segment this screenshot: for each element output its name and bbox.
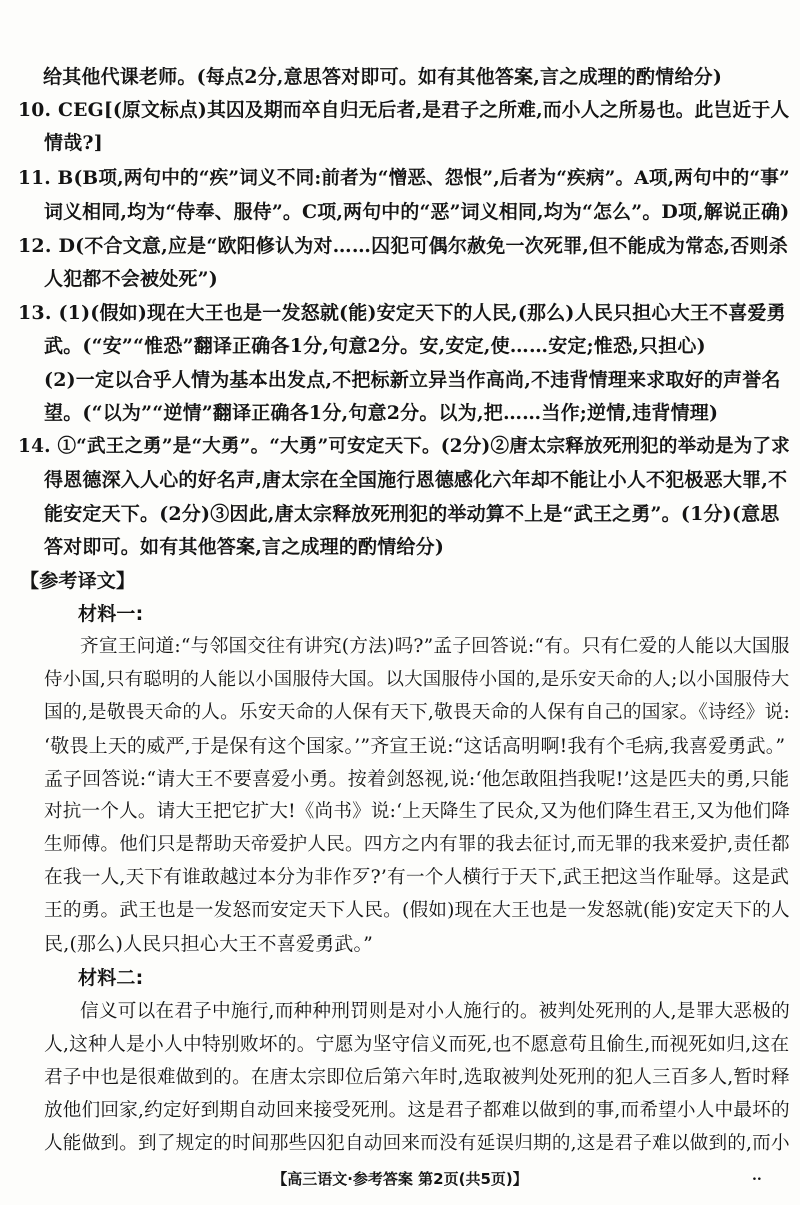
- answer-12-line: 人犯都不会被处死”): [44, 268, 218, 290]
- material-two-line: 人能做到。到了规定的时间那些囚犯自动回来而没有延误归期的,这是君子难以做到的,而小: [44, 1133, 790, 1154]
- material-two-title: 材料二:: [78, 967, 144, 989]
- answer-14-line: 得恩德深入人心的好名声,唐太宗在全国施行恩德感化六年却不能让小人不犯极恶大罪,不: [44, 469, 788, 491]
- translation-header: 【参考译文】: [20, 570, 136, 592]
- material-two-line: 信义可以在君子中施行,而种种刑罚则是对小人施行的。被判处死刑的人,是罪大恶极的: [80, 1001, 790, 1022]
- material-one-line: ‘敬畏上天的威严,于是保有这个国家。’”齐宣王说:“这话高明啊!我有个毛病,我喜爱勇武。”: [44, 735, 786, 757]
- answer-13-line: 武。(“安”“惟恐”翻译正确各1分,句意2分。安,安定,使……安定;惟恐,只担心): [44, 335, 706, 357]
- answer-14-line: 能安定天下。(2分)③因此,唐太宗释放死刑犯的举动算不上是“武王之勇”。(1分)(意思: [44, 503, 780, 525]
- footer-mark: ..: [752, 1168, 762, 1184]
- page-footer: 【高三语文·参考答案 第2页(共5页)】: [272, 1170, 528, 1188]
- answer-continuation-line: 给其他代课老师。(每点2分,意思答对即可。如有其他答案,言之成理的酌情给分): [43, 66, 723, 88]
- answer-13-line: 13. (1)(假如)现在大王也是一发怒就(能)安定天下的人民,(那么)人民只担心大王不喜爱勇: [18, 302, 786, 324]
- material-one-line: 国的,是敬畏天命的人。乐安天命的人保有天下,敬畏天命的人保有自己的国家。《诗经》说:: [44, 702, 791, 723]
- material-two-line: 人,这种人是小人中特别败坏的。宁愿为坚守信义而死,也不愿意苟且偷生,而视死如归,这在: [44, 1034, 790, 1055]
- material-one-title: 材料一:: [78, 603, 144, 625]
- answer-10-line: 情哉?]: [44, 132, 103, 154]
- material-one-line: 王的勇。武王也是一发怒而安定天下人民。(假如)现在大王也是一发怒就(能)安定天下的人: [44, 900, 790, 921]
- answer-12-line: 12. D(不合文意,应是“欧阳修认为对……囚犯可偶尔赦免一次死罪,但不能成为常态,否则杀: [18, 235, 788, 257]
- material-one-line: 民,(那么)人民只担心大王不喜爱勇武。”: [44, 933, 374, 955]
- material-one-line: 生师傅。他们只是帮助天帝爱护人民。四方之内有罪的我去征讨,而无罪的我来爱护,责任都: [44, 834, 790, 855]
- material-one-line: 孟子回答说:“请大王不要喜爱小勇。按着剑怒视,说:‘他怎敢阻挡我呢!’这是匹夫的勇,只能: [44, 768, 790, 790]
- material-two-line: 放他们回家,约定好到期自动回来接受死刑。这是君子都难以做到的事,而希望小人中最坏的: [44, 1100, 790, 1121]
- material-two-line: 君子中也是很难做到的。在唐太宗即位后第六年时,选取被判处死刑的犯人三百多人,暂时释: [44, 1067, 790, 1088]
- material-one-line: 在我一人,天下有谁敢越过本分为非作歹?’有一个人横行于天下,武王把这当作耻辱。这是武: [44, 867, 790, 888]
- material-one-line: 侍小国,只有聪明的人能以小国服侍大国。以大国服侍小国的,是乐安天命的人;以小国服侍大: [44, 669, 790, 690]
- answer-11-line: 11. B(B项,两句中的“疾”词义不同:前者为“憎恶、怨恨”,后者为“疾病”。A项,两句中的“事”: [18, 168, 790, 189]
- material-one-line: 齐宣王问道:“与邻国交往有讲究(方法)吗?”孟子回答说:“有。只有仁爱的人能以大国服: [80, 636, 790, 657]
- answer-13-line: (2)一定以合乎人情为基本出发点,不把标新立异当作高尚,不违背情理来求取好的声誉名: [44, 369, 781, 391]
- material-one-line: 对抗一个人。请大王把它扩大!《尚书》说:‘上天降生了民众,又为他们降生君王,又为他们降: [44, 801, 791, 822]
- answer-13-line: 望。(“以为”“逆情”翻译正确各1分,句意2分。以为,把……当作;逆情,违背情理): [44, 402, 719, 424]
- answer-14-line: 答对即可。如有其他答案,言之成理的酌情给分): [44, 536, 445, 558]
- answer-11-line: 词义相同,均为“侍奉、服侍”。C项,两句中的“恶”词义相同,均为“怎么”。D项,解说正确): [44, 201, 790, 223]
- answer-10-line: 10. CEG[(原文标点)其囚及期而卒自归无后者,是君子之所难,而小人之所易也。此岂近于人: [18, 99, 790, 121]
- answer-14-line: 14. ①“武王之勇”是“大勇”。“大勇”可安定天下。(2分)②唐太宗释放死刑犯的举动是为了求: [18, 436, 790, 457]
